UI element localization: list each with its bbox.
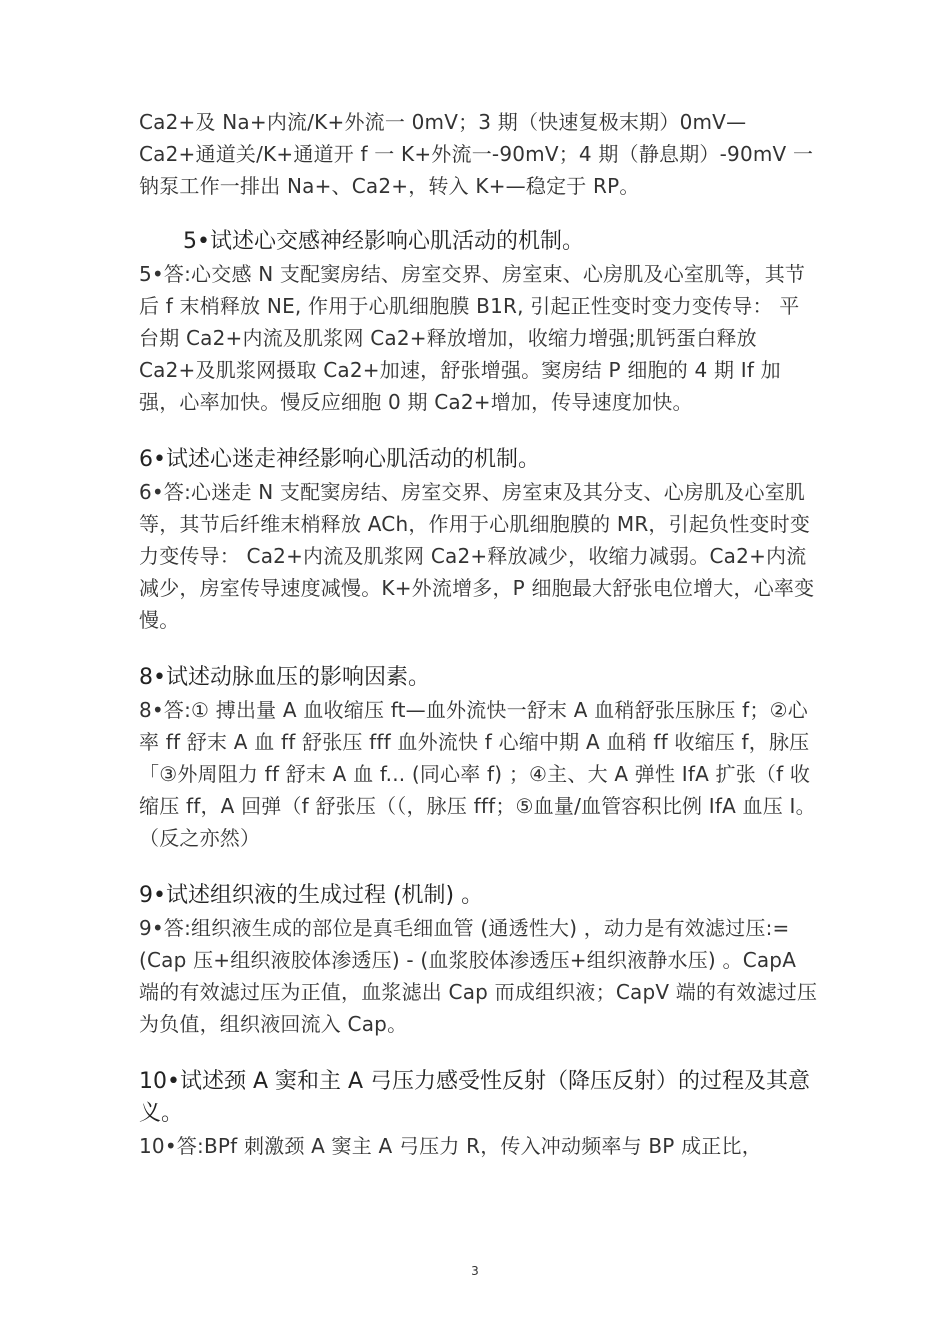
answer-5: 5•答:心交感 N 支配窦房结、房室交界、房室束、心房肌及心室肌等，其节后 f 末梢释放 NE, 作用于心肌细胞膜 B1R, 引起正性变时变力变传导： 平台期 Ca2+内流及肌浆网 Ca2+释放增加，收缩力增强;肌钙蛋白释放 Ca2+及肌浆网摄取 Ca2+加速，舒张增强。窦房结 P 细胞的 4 期 If 加强，心率加快。慢反应细胞 0 期 Ca2+增加，传导速度加快。 — [139, 262, 806, 414]
page-number: 3 — [471, 1264, 479, 1278]
question-9: 9•试述组织液的生成过程 (机制) 。 — [139, 883, 484, 908]
intro-paragraph: Ca2+及 Na+内流/K+外流一 0mV；3 期（快速复极末期）0mV—Ca2+通道关/K+通道开 f 一 K+外流一-90mV；4 期（静息期）-90mV 一钠泵工作一排出 Na+、Ca2+，转入 K+—稳定于 RP。 — [139, 110, 814, 198]
question-6: 6•试述心迷走神经影响心肌活动的机制。 — [139, 447, 540, 472]
answer-9: 9•答:组织液生成的部位是真毛细血管 (通透性大) ，动力是有效滤过压:= (Cap 压+组织液胶体渗透压) - (血浆胶体渗透压+组织液静水压) 。CapA 端的有效滤过压为正值，血浆滤出 Cap 而成组织液；CapV 端的有效滤过压为负值，组织液回流入 Cap。 — [139, 916, 818, 1036]
document-body — [139, 106, 819, 1162]
answer-8: 8•答:① 搏出量 A 血收缩压 ft—血外流快一舒末 A 血稍舒张压脉压 f；②心率 ff 舒末 A 血 ff 舒张压 fff 血外流快 f 心缩中期 A 血稍 ff 收缩压 f，脉压「③外周阻力 ff 舒末 A 血 f... (同心率 f) ；④主、大 A 弹性 IfA 扩张（f 收缩压 ff，A 回弹（f 舒张压（（，脉压 fff；⑤血量/血管容积比例 IfA 血压 I。（反之亦然） — [139, 698, 816, 850]
question-5: 5•试述心交感神经影响心肌活动的机制。 — [183, 229, 584, 254]
answer-6: 6•答:心迷走 N 支配窦房结、房室交界、房室束及其分支、心房肌及心室肌等，其节后纤维末梢释放 ACh，作用于心肌细胞膜的 MR，引起负性变时变力变传导： Ca2+内流及肌浆网 Ca2+释放减少，收缩力减弱。Ca2+内流减少，房室传导速度减慢。K+外流增多，P 细胞最大舒张电位增大，心率变慢。 — [139, 480, 815, 632]
answer-10: 10•答:BPf 刺激颈 A 窦主 A 弓压力 R，传入冲动频率与 BP 成正比， — [139, 1134, 762, 1158]
question-10: 10•试述颈 A 窦和主 A 弓压力感受性反射（降压反射）的过程及其意义。 — [139, 1069, 811, 1126]
question-8: 8•试述动脉血压的影响因素。 — [139, 665, 430, 690]
